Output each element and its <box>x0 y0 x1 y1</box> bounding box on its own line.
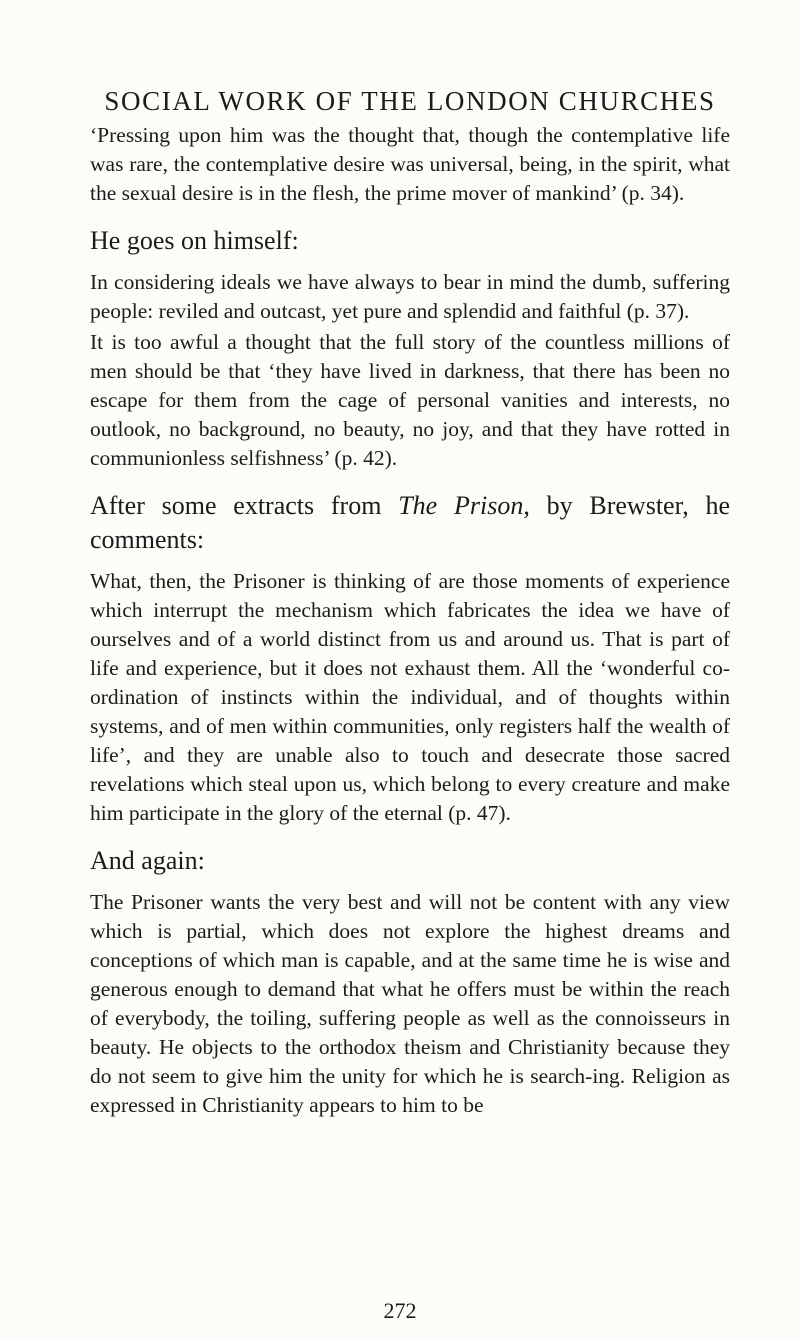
quote-prisoner-thinking: What, then, the Prisoner is thinking of are those moments of experience which interrupt the mechanism which fabricates the idea we have of ourselves and of a world distinct from us and around us. That is part of life and experience, but it does not exhaust them. All the ‘wonderful co-ordination of instincts within the individual, and of thoughts within systems, and of men within communities, only registers half the wealth of life’, and they are unable also to touch and desecrate those sacred revelations which steal upon us, which belong to every creature and make him participate in the glory of the eternal (p. 47). <box>90 569 730 825</box>
book-title-the-prison: The Prison <box>398 491 524 520</box>
narration-after-extracts-tail: , by Brewster, he comments: <box>90 491 731 554</box>
quote-countless-millions: It is too awful a thought that the full story of the countless millions of men should be that ‘they have lived in darkness, that there has been no escape for them from the cage of personal vanities and interests, no outlook, no background, no beauty, no joy, and that they have rotted in communionless selfishness’ (p. 42). <box>90 330 730 470</box>
narration-and-again: And again: <box>90 846 205 875</box>
narration-after-extracts-lead: After some extracts from <box>90 491 399 520</box>
narration-he-goes-on: He goes on himself: <box>90 226 299 255</box>
quote-dumb-suffering-people: In considering ideals we have always to bear in mind the dumb, suffering people: reviled and outcast, yet pure and splendid and faithful (p. 37). <box>90 270 730 323</box>
quote-contemplative-life: ‘Pressing upon him was the thought that, though the contemplative life was rare, the contemplative desire was universal, being, in the spirit, what the sexual desire is in the flesh, the prime mover of mankind’ (p. 34). <box>90 123 730 205</box>
running-head: SOCIAL WORK OF THE LONDON CHURCHES <box>104 86 716 116</box>
quote-prisoner-wants: The Prisoner wants the very best and will not be content with any view which is partial, which does not explore the highest dreams and conceptions of which man is capable, and at the same time he is wise and generous enough to demand that what he offers must be within the reach of everybody, the toiling, suffering people as well as the connoisseurs in beauty. He objects to the orthodox theism and Christianity because they do not seem to give him the unity for which he is search-ing. Religion as expressed in Christianity appears to him to be <box>90 890 730 1117</box>
narration-after-extracts <box>90 489 730 557</box>
page-number: 272 <box>383 1298 417 1323</box>
